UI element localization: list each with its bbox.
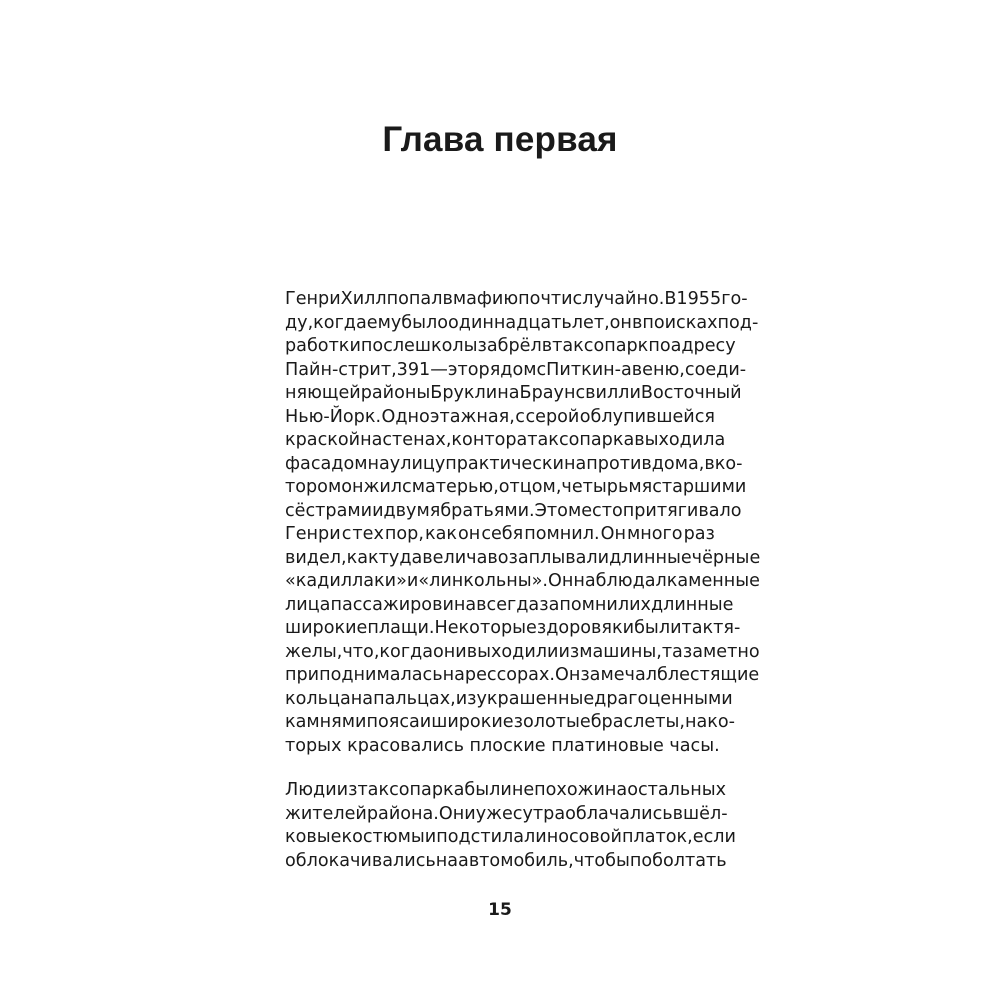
word: облупившейся [579, 406, 715, 427]
word: камнями [285, 712, 367, 732]
word: Генри [285, 524, 341, 544]
word: 1955 [676, 289, 722, 309]
word: забрёл [477, 336, 542, 356]
word: их [629, 594, 651, 615]
body-text [285, 288, 761, 873]
word: выходили [466, 641, 559, 662]
word: таксопарка [527, 430, 635, 450]
word: туда [378, 547, 423, 568]
word: братьями. [440, 500, 535, 521]
word: лет, [571, 312, 610, 333]
word: как [424, 524, 457, 544]
word: Некоторые [434, 618, 537, 638]
word: и [629, 383, 641, 403]
word: и [419, 712, 432, 732]
word: пальцах, [373, 688, 456, 709]
word: пор, [384, 524, 424, 544]
word: таксопарк [552, 336, 649, 356]
word: ду, [285, 312, 314, 333]
word: двумя [383, 500, 441, 521]
word: драгоценными [594, 688, 733, 709]
word: уже [475, 803, 513, 824]
word: много [626, 524, 683, 544]
word: подстилали [436, 827, 547, 847]
word: пояса [366, 712, 420, 732]
text-line [285, 594, 734, 618]
word: с [512, 803, 523, 824]
word: фасадом [285, 453, 368, 474]
text-line [285, 453, 743, 477]
word: остальных [627, 780, 727, 800]
word: были [464, 780, 512, 800]
word: школы [414, 336, 478, 356]
word: автомобиль, [458, 850, 574, 871]
word: таксопарка [357, 780, 465, 800]
word: чёрные [691, 547, 761, 568]
word: с [536, 359, 547, 380]
word: и [372, 500, 384, 521]
word: каменные [666, 571, 760, 591]
word: навсегда [453, 594, 540, 615]
word: матерью, [411, 477, 499, 497]
word: браслеты, [590, 712, 685, 732]
word: это [447, 359, 479, 380]
text-line: торых красовались плоские платиновые часы. [285, 735, 720, 756]
word: пассажиров [330, 594, 443, 615]
word: «линкольны». [418, 571, 549, 591]
word: района. [366, 803, 439, 824]
text-line [285, 688, 733, 712]
word: В [664, 289, 677, 309]
word: облачались [565, 803, 673, 824]
word: попал [386, 289, 443, 309]
word: длинные [609, 547, 692, 568]
word: на [435, 850, 459, 871]
word: широкие [285, 618, 368, 638]
word: широкие [431, 712, 514, 732]
word: замечал [580, 665, 657, 685]
word: дома, [651, 453, 705, 474]
word: после [360, 336, 415, 356]
word: с [402, 477, 412, 497]
word: в [704, 453, 715, 474]
word: серой [525, 406, 580, 427]
word: в [442, 289, 453, 309]
word: чтобы [573, 850, 630, 871]
word: Они [438, 803, 476, 824]
word: в [541, 336, 553, 356]
word: случайно. [572, 289, 665, 309]
word: тя- [713, 618, 741, 638]
word: стенах, [382, 430, 452, 450]
word: Бруклина [430, 383, 520, 403]
text-line [285, 570, 760, 594]
paragraph-gap [285, 758, 715, 779]
word: и [424, 827, 437, 847]
word: районы [360, 383, 431, 403]
text-line [285, 779, 727, 803]
word: Хилл [340, 289, 387, 309]
word: и [406, 571, 419, 591]
word: Он [600, 524, 626, 544]
word: что, [342, 641, 380, 662]
word: они [433, 641, 467, 662]
word: Люди [285, 780, 337, 800]
word: он [609, 312, 632, 333]
word: как [346, 547, 379, 568]
chapter-title: Глава первая [382, 120, 618, 159]
word: ко- [714, 453, 743, 474]
word: старшими [652, 477, 747, 497]
word: ковые [285, 827, 342, 847]
text-line [285, 547, 761, 571]
word: себя [481, 524, 524, 544]
word: изукрашенные [455, 688, 595, 709]
word: лица [285, 594, 331, 615]
word: Он [548, 571, 574, 591]
word: рядом [478, 359, 537, 380]
text-line [285, 617, 741, 641]
word: няющей [285, 383, 361, 403]
word: мафию [452, 289, 519, 309]
word: с [515, 406, 525, 427]
word: тором [285, 477, 342, 497]
word: «кадиллаки» [285, 571, 407, 591]
text-line [285, 711, 736, 735]
word: в [631, 312, 643, 333]
word: похожи [534, 780, 605, 800]
text-line [285, 476, 747, 500]
word: ко- [707, 712, 736, 732]
word: краской [285, 430, 361, 450]
word: машины, [579, 641, 662, 662]
word: та [661, 641, 683, 662]
word: притягивало [622, 500, 742, 521]
word: заметно [682, 641, 760, 662]
word: ему [366, 312, 402, 333]
page-number: 15 [488, 900, 512, 920]
word: на [442, 665, 465, 685]
word: он [341, 477, 364, 497]
word: — [430, 359, 448, 380]
word: на [350, 688, 374, 709]
word: почти [518, 289, 573, 309]
word: запомнил [539, 594, 630, 615]
word: Восточный [640, 383, 742, 403]
word: напротив [563, 453, 652, 474]
word: платок, [622, 827, 693, 847]
word: когда [379, 641, 434, 662]
word: на [367, 453, 390, 474]
word: сёстрами [285, 500, 373, 521]
word: кольца [285, 688, 351, 709]
text-line [285, 335, 736, 359]
word: 391 [396, 359, 431, 380]
text-line [285, 641, 760, 665]
word: рессорах. [464, 665, 555, 685]
word: улицу [389, 453, 446, 474]
word: здоровяки [536, 618, 635, 638]
word: место [567, 500, 623, 521]
text-line [285, 359, 747, 383]
word: поисках [642, 312, 718, 333]
word: так [681, 618, 714, 638]
word: носовой [546, 827, 622, 847]
word: на [360, 430, 383, 450]
word: костюмы [341, 827, 425, 847]
word: Он [554, 665, 581, 685]
text-line [285, 826, 736, 850]
text-line [285, 523, 715, 547]
text-line [285, 803, 728, 827]
word: и [442, 594, 454, 615]
text-line [285, 288, 748, 312]
word: Генри [285, 289, 341, 309]
word: если [692, 827, 736, 847]
word: он [458, 524, 481, 544]
word: раз [683, 524, 715, 544]
word: четырьмя [561, 477, 653, 497]
word: шёл- [683, 803, 728, 824]
word: по [648, 336, 671, 356]
word: в [672, 803, 684, 824]
word: го- [721, 289, 748, 309]
word: утра [522, 803, 566, 824]
word: жил [363, 477, 403, 497]
word: работки [285, 336, 361, 356]
word: на [684, 712, 708, 732]
word: облокачивались [285, 850, 436, 871]
word: помнил. [524, 524, 600, 544]
word: длинные [650, 594, 734, 615]
text-line [285, 312, 759, 336]
word: не [511, 780, 535, 800]
word: из [558, 641, 580, 662]
word: одиннадцать [448, 312, 572, 333]
word: приподнималась [285, 665, 443, 685]
word: поболтать [629, 850, 727, 871]
word: Браунсвилл [519, 383, 630, 403]
word: плащи. [367, 618, 435, 638]
word: блестящие [656, 665, 760, 685]
word: видел, [285, 547, 347, 568]
word: желы, [285, 641, 343, 662]
text-line [285, 850, 727, 874]
word: когда [313, 312, 367, 333]
word: соеди- [684, 359, 747, 380]
word: Одноэтажная, [381, 406, 515, 427]
word: золотые [513, 712, 591, 732]
word: величаво [422, 547, 509, 568]
word: жителей [285, 803, 367, 824]
word: Это [534, 500, 568, 521]
text-line [285, 664, 760, 688]
word: были [634, 618, 682, 638]
word: контора [451, 430, 528, 450]
word: с [341, 524, 352, 544]
word: Нью-Йорк. [285, 406, 382, 427]
word: практически [445, 453, 564, 474]
word: Пайн-стрит, [285, 359, 397, 380]
text-line [285, 382, 742, 406]
word: Питкин-авеню, [546, 359, 685, 380]
word: из [336, 780, 358, 800]
word: адресу [670, 336, 736, 356]
paragraph-1 [285, 288, 761, 758]
text-line [285, 429, 726, 453]
word: под- [717, 312, 759, 333]
word: отцом, [498, 477, 562, 497]
paragraph-2 [285, 779, 736, 873]
word: выходила [634, 430, 726, 450]
word: наблюдал [573, 571, 667, 591]
word: заплывали [508, 547, 610, 568]
word: было [401, 312, 449, 333]
word: на [604, 780, 628, 800]
text-line [285, 406, 715, 430]
word: тех [352, 524, 384, 544]
text-line [285, 500, 742, 524]
